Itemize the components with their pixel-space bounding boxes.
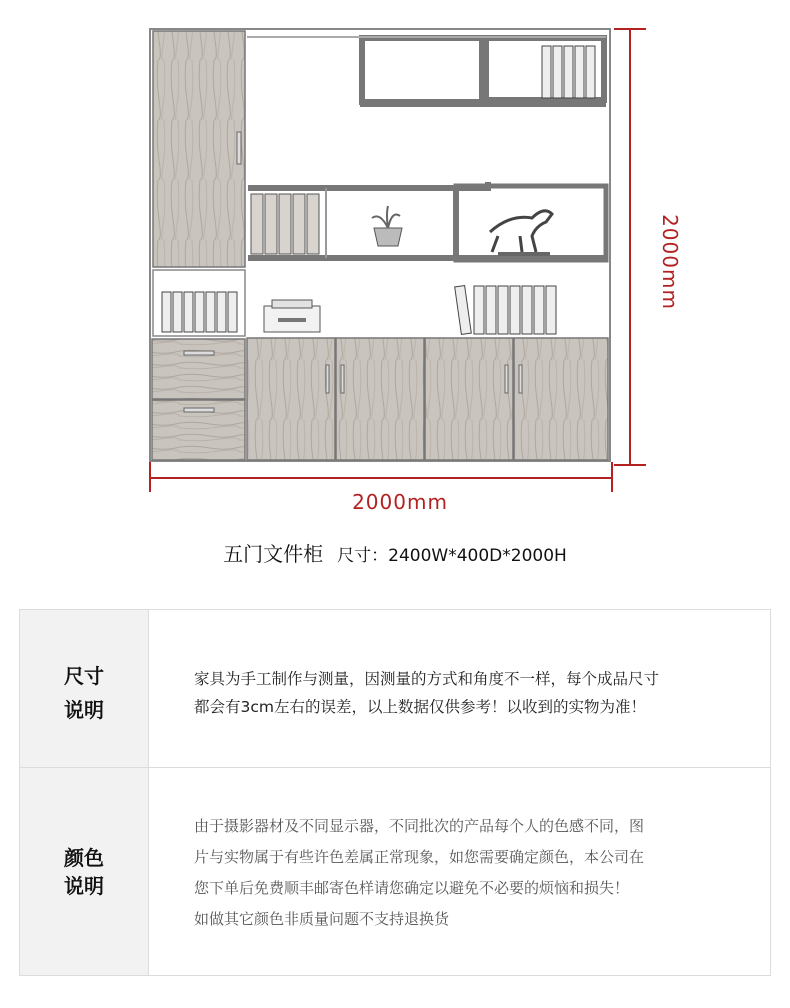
product-name: 五门文件柜 bbox=[223, 542, 324, 566]
lower-door-4 bbox=[514, 338, 608, 460]
product-spec: 尺寸：2400W*400D*2000H bbox=[337, 546, 567, 566]
color-note-text: 由于摄影器材及不同显示器，不同批次的产品每个人的色感不同，图 片与实物属于有些许色差属正常现象，如您需要确定颜色，本公司在 您下单后免费顺丰邮寄色样请您确定以避免不必要的烦恼和损失！ 如做其它颜色非质量问题不支持退换货 bbox=[194, 817, 645, 928]
lower-left-binders bbox=[162, 292, 237, 332]
left-door-handle bbox=[237, 132, 241, 164]
lower-door-3 bbox=[425, 338, 513, 460]
size-note-row bbox=[20, 610, 770, 768]
size-note-text: 家具为手工制作与测量，因测量的方式和角度不一样，每个成品尺寸 都会有3cm左右的误差，以上数据仅供参考！以收到的实物为准！ bbox=[194, 670, 660, 716]
width-dimension-label: 2000mm bbox=[352, 490, 448, 514]
color-note-label: 颜色 说明 bbox=[20, 768, 149, 975]
width-dimension-line bbox=[150, 462, 612, 492]
lower-door-2 bbox=[336, 338, 424, 460]
product-caption bbox=[0, 538, 790, 567]
height-dimension-line bbox=[614, 29, 646, 465]
color-note-row bbox=[20, 768, 770, 975]
printer-decoration bbox=[264, 300, 320, 332]
size-note-label: 尺寸 说明 bbox=[20, 610, 149, 767]
upper-binders bbox=[542, 46, 595, 98]
height-dimension-label: 2000mm bbox=[658, 214, 682, 310]
info-table bbox=[19, 609, 771, 976]
lower-door-1 bbox=[247, 338, 335, 460]
drawer-top-handle bbox=[184, 351, 214, 355]
drawer-top bbox=[152, 339, 245, 399]
drawer-bottom-handle bbox=[184, 408, 214, 412]
left-tall-door bbox=[153, 31, 245, 267]
middle-binders bbox=[251, 194, 319, 254]
